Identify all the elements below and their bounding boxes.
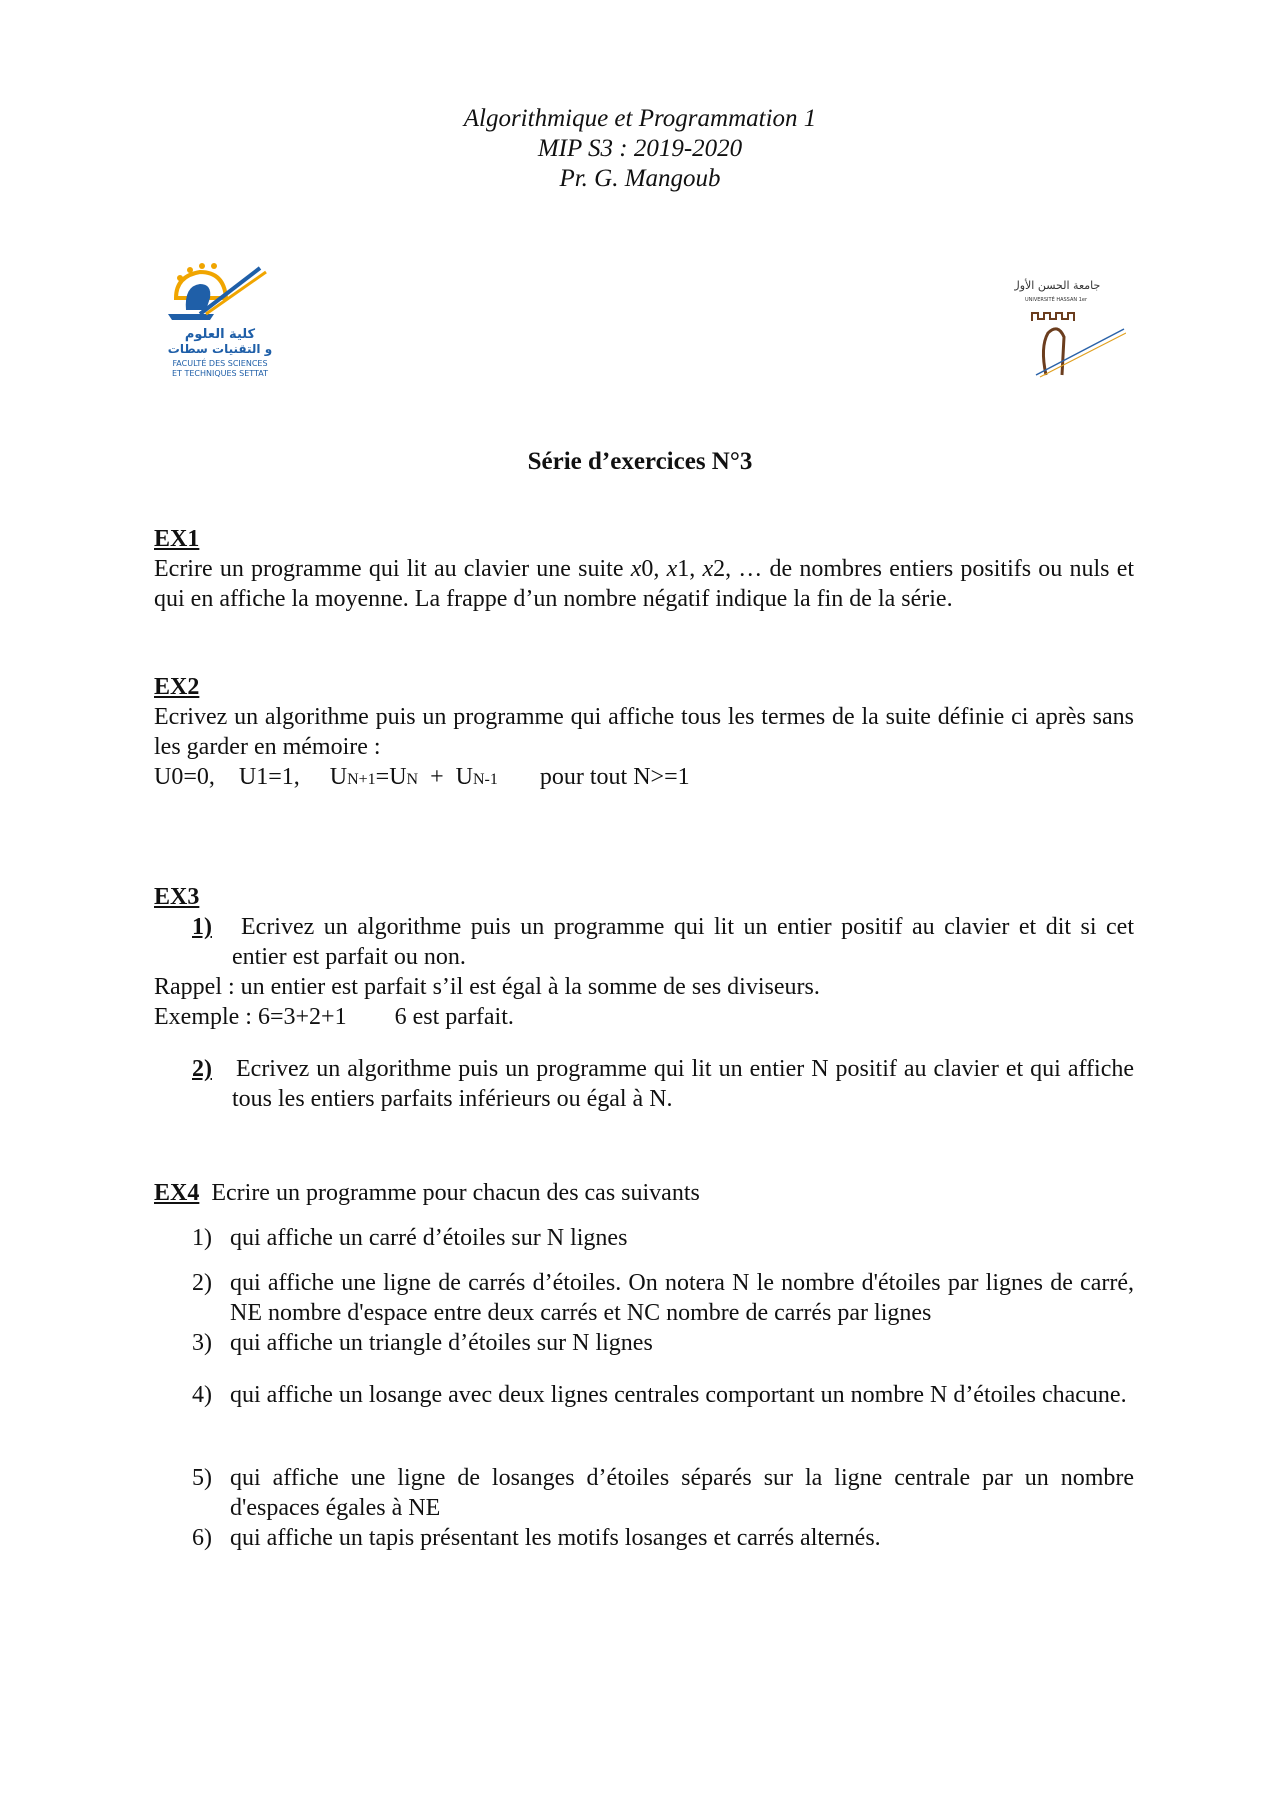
- exercise-1-statement: Ecrire un programme qui lit au clavier une suite x0, x1, x2, … de nombres entiers positifs ou nuls et qui en affiche la moyenne. La frappe d’un nombre négatif indique la fin de la série.: [154, 556, 1135, 612]
- exercise-2-statement: Ecrivez un algorithme puis un programme qui affiche tous les termes de la suite définie ci après sans les garder en mémoire :: [154, 704, 1134, 760]
- program-year: MIP S3 : 2019-2020: [537, 135, 743, 162]
- exercise-2-title: EX2: [154, 674, 200, 700]
- logo-left-french-1: FACULTÉ DES SCIENCES: [172, 359, 268, 368]
- exercise-4-title: EX4: [154, 1180, 200, 1206]
- list-item: 4) qui affiche un losange avec deux lignes centrales comportant un nombre N d’étoiles chacune.: [192, 1382, 1127, 1408]
- course-title: Algorithmique et Programmation 1: [463, 105, 817, 132]
- exercise-3: [154, 882, 1134, 1114]
- exercise-4-intro: Ecrire un programme pour chacun des cas suivants: [211, 1180, 700, 1206]
- question-2-number: 2): [192, 1056, 212, 1082]
- document-header: [0, 104, 1280, 194]
- exercise-3-title: EX3: [154, 884, 200, 910]
- exercise-3-exemple: Exemple : 6=3+2+1 6 est parfait.: [154, 1004, 514, 1030]
- logo-right-latin: UNIVERSITÉ HASSAN 1er: [1024, 297, 1088, 303]
- fst-emblem-icon: [150, 258, 290, 382]
- universite-hassan-logo: [1014, 275, 1126, 385]
- professor-name: Pr. G. Mangoub: [559, 165, 721, 192]
- exercise-4-heading: [154, 1178, 1134, 1208]
- exercise-3-rappel: Rappel : un entier est parfait s’il est égal à la somme de ses diviseurs.: [154, 974, 820, 1000]
- exercise-2: [154, 672, 1134, 795]
- exercise-3-question-1: [192, 912, 1134, 972]
- logo-left-french-2: ET TECHNIQUES SETTAT: [171, 369, 269, 378]
- exercise-1: [154, 524, 1134, 614]
- logo-right-arabic: جامعة الحسن الأول: [1014, 279, 1101, 292]
- list-item: 6) qui affiche un tapis présentant les motifs losanges et carrés alternés.: [192, 1525, 881, 1551]
- logo-left-arabic-2: و التقنيات سطات: [167, 342, 273, 356]
- hassan-university-emblem-icon: [1014, 275, 1126, 385]
- exercise-1-title: EX1: [154, 526, 200, 552]
- logo-left-arabic-1: كلية العلوم: [184, 327, 256, 342]
- list-item: 1) qui affiche un carré d’étoiles sur N lignes: [192, 1225, 628, 1251]
- question-1-number: 1): [192, 914, 212, 940]
- exercise-2-recurrence-formula: U0=0, U1=1, UN+1=UN + UN-1 pour tout N>=1: [154, 764, 690, 790]
- question-1-text: Ecrivez un algorithme puis un programme qui lit un entier positif au clavier et dit si cet entier est parfait ou non.: [232, 914, 1134, 970]
- exercise-3-question-2: [192, 1054, 1134, 1114]
- fst-settat-logo: [150, 258, 290, 382]
- list-item: 3) qui affiche un triangle d’étoiles sur N lignes: [192, 1330, 653, 1356]
- exercise-series-title: Série d’exercices N°3: [527, 448, 753, 475]
- list-item: 2) qui affiche une ligne de carrés d’étoiles. On notera N le nombre d'étoiles par lignes de carré, NE nombre d'espace entre deux carrés et NC nombre de carrés par lignes: [192, 1270, 1134, 1326]
- question-2-text: Ecrivez un algorithme puis un programme qui lit un entier N positif au clavier et qui affiche tous les entiers parfaits inférieurs ou égal à N.: [232, 1056, 1134, 1112]
- list-item: 5) qui affiche une ligne de losanges d’étoiles séparés sur la ligne centrale par un nombre d'espaces égales à NE: [192, 1465, 1134, 1521]
